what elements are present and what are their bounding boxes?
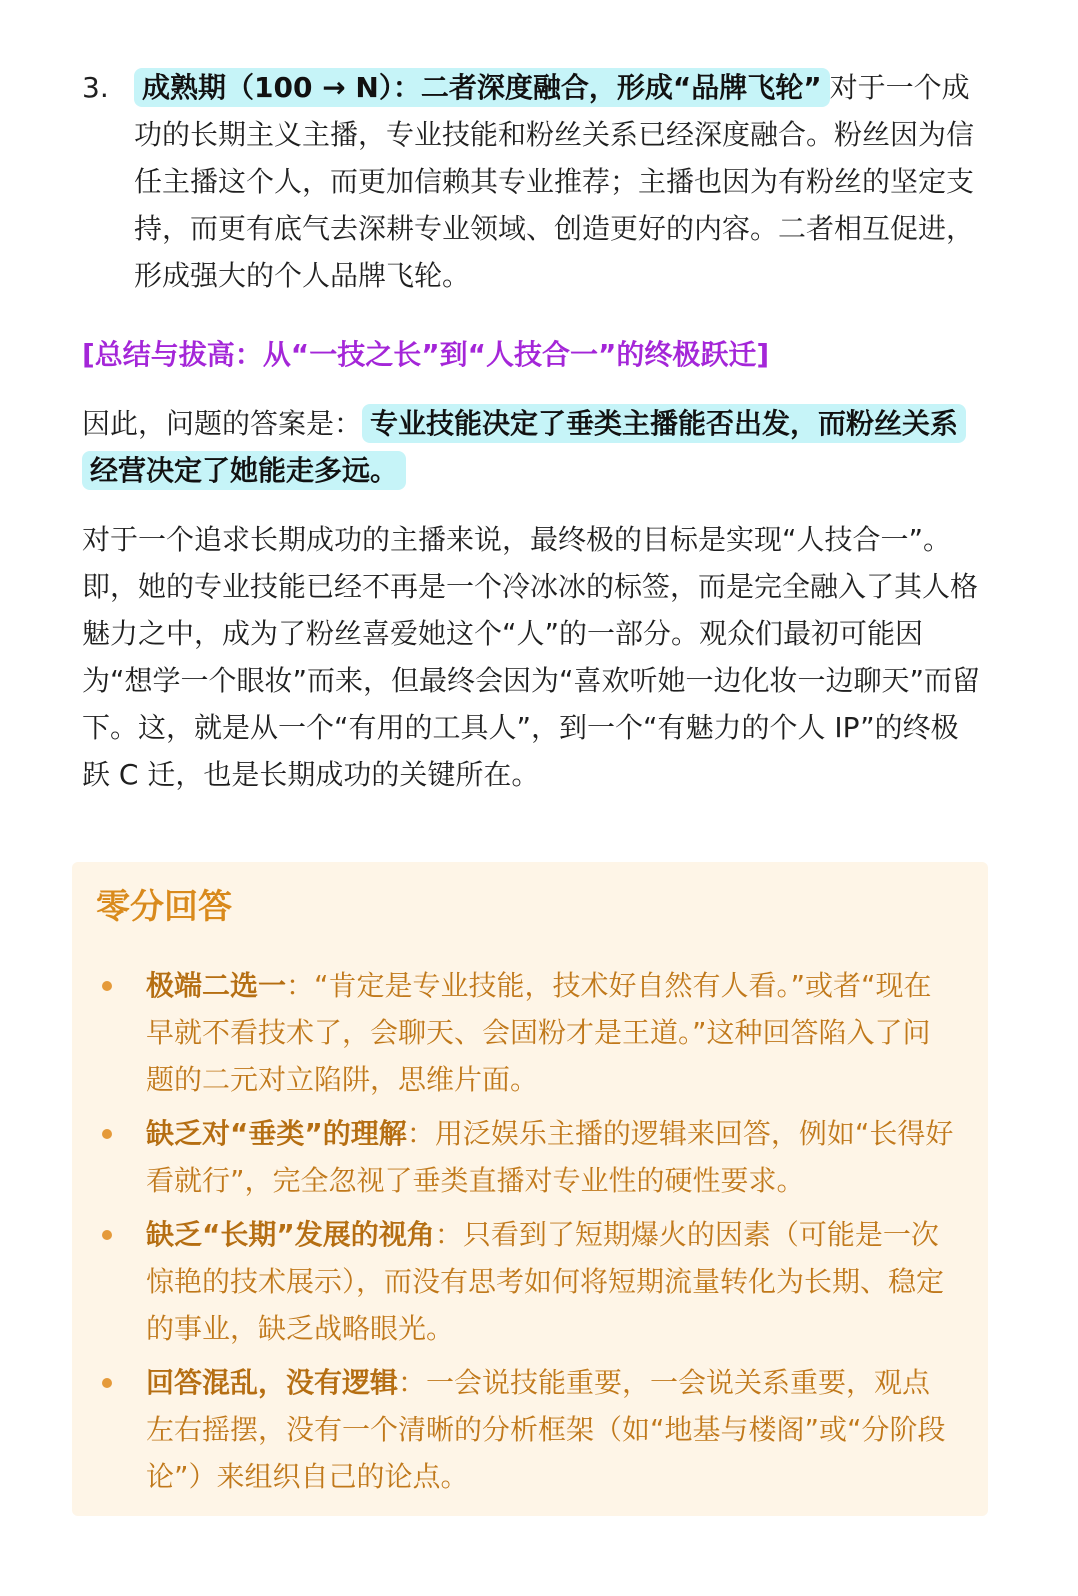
- summary-heading: [总结与拔高：从“一技之长”到“人技合一”的终极跃迁]: [82, 338, 770, 371]
- list-item-text: ：一会说技能重要，一会说关系重要，观点左右摇摆，没有一个清晰的分析框架（如“地基与楼阁”或“分阶段论”）来组织自己的论点。: [146, 1366, 946, 1493]
- item-highlight: 成熟期（100 → N）：二者深度融合，形成“品牌飞轮”: [134, 68, 830, 107]
- list-item: [96, 962, 956, 1103]
- zero-score-list: [96, 962, 956, 1507]
- answer-paragraph: [82, 400, 982, 494]
- list-item-lead: 极端二选一: [146, 969, 287, 1002]
- zero-score-box: [72, 862, 988, 1516]
- list-item-lead: 缺乏“长期”发展的视角: [146, 1218, 435, 1251]
- answer-prefix: 因此，问题的答案是：: [82, 407, 363, 440]
- answer-highlight: 专业技能决定了垂类主播能否出发，而粉丝关系经营决定了她能走多远。: [82, 404, 966, 490]
- list-item-lead: 回答混乱，没有逻辑: [146, 1366, 399, 1399]
- list-item-text: ：用泛娱乐主播的逻辑来回答，例如“长得好看就行”，完全忽视了垂类直播对专业性的硬性要求。: [146, 1117, 954, 1197]
- numbered-item-3: [82, 64, 982, 299]
- item-body: [134, 64, 982, 299]
- list-item: [96, 1359, 956, 1500]
- item-number: 3.: [82, 71, 109, 104]
- list-item-text: ：只看到了短期爆火的因素（可能是一次惊艳的技术展示），而没有思考如何将短期流量转化为长期、稳定的事业，缺乏战略眼光。: [146, 1218, 945, 1345]
- bullet-dot-icon: [102, 1230, 112, 1240]
- bullet-dot-icon: [102, 981, 112, 991]
- zero-score-title: 零分回答: [96, 887, 232, 927]
- bullet-dot-icon: [102, 1129, 112, 1139]
- list-item-text: ：“肯定是专业技能，技术好自然有人看。”或者“现在早就不看技术了，会聊天、会固粉才是王道。”这种回答陷入了问题的二元对立陷阱，思维片面。: [146, 969, 932, 1096]
- list-item: [96, 1110, 956, 1204]
- list-item: [96, 1211, 956, 1352]
- bullet-dot-icon: [102, 1378, 112, 1388]
- body-paragraph: 对于一个追求长期成功的主播来说，最终极的目标是实现“人技合一”。即，她的专业技能已经不再是一个冷冰冰的标签，而是完全融入了其人格魅力之中，成为了粉丝喜爱她这个“人”的一部分。观众们最初可能因为“想学一个眼妆”而来，但最终会因为“喜欢听她一边化妆一边聊天”而留下。这，就是从一个“有用的工具人”，到一个“有魅力的个人 IP”的终极跃 C 迁，也是长期成功的关键所在。: [82, 523, 981, 791]
- list-item-lead: 缺乏对“垂类”的理解: [146, 1117, 407, 1150]
- item-text: 对于一个成功的长期主义主播，专业技能和粉丝关系已经深度融合。粉丝因为信任主播这个人，而更加信赖其专业推荐；主播也因为有粉丝的坚定支持，而更有底气去深耕专业领域、创造更好的内容。二者相互促进，形成强大的个人品牌飞轮。: [134, 71, 975, 292]
